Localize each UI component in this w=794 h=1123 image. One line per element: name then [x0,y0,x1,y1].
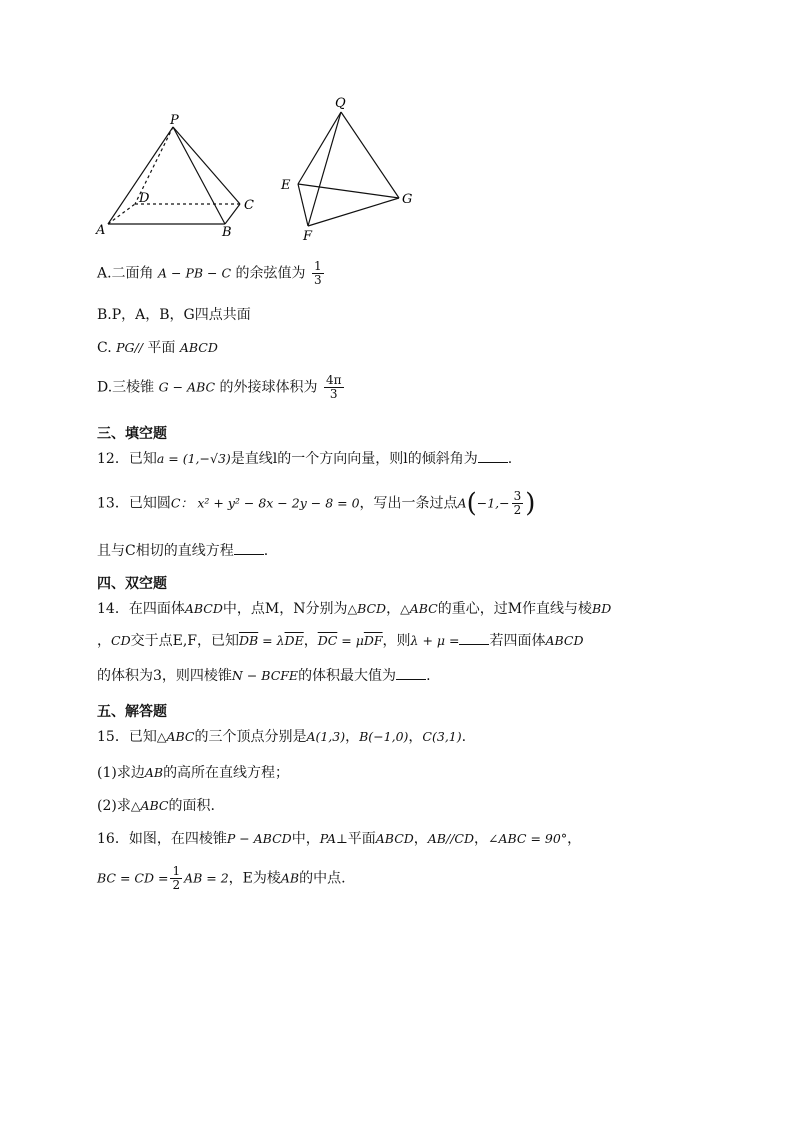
q13-blank[interactable] [234,540,264,555]
label-A: A [96,223,106,238]
q14b-sep: ， [303,633,318,649]
q14-blank-1[interactable] [459,630,489,645]
q16-expr5: ∠ABC = 90° [488,831,568,846]
option-d-prefix: D.三棱锥 [97,379,159,396]
q14-expr1: ABCD [184,601,223,616]
q14b-mid1: 交于点E,F，已知 [130,633,239,649]
q15-end: . [461,729,467,745]
q16-expr3: ABCD [375,831,414,846]
question-15-part-1 [97,763,289,783]
q16b-expr1: BC = CD = [97,870,169,886]
q14-blank-2[interactable] [396,665,426,680]
option-c [97,338,218,358]
q13-left-paren: ( [466,488,477,519]
q13-right-paren: ) [525,488,536,519]
q15-point-a: A(1,3) [306,729,346,744]
edge-EG [298,184,399,198]
q14b-eq1: = λ [258,633,285,648]
section-3-heading: 三、填空题 [97,426,167,442]
q16b-end: 的中点. [299,870,346,887]
q14-sep: ， [386,601,401,617]
label-G: G [402,192,413,207]
section-5-heading: 五、解答题 [97,704,167,720]
q14c-expr: N − BCFE [231,668,299,683]
q15-1-expr: AB [144,765,164,780]
question-13 [97,490,535,517]
option-d-fraction [324,374,344,401]
q14b-expr2: λ + μ = [410,633,460,648]
q16-expr1: P − ABCD [226,831,292,846]
question-14 [97,599,611,619]
edge-PC [173,127,240,204]
q12-blank[interactable] [478,448,508,463]
edge-FG [308,198,399,226]
option-c-prefix: C. [97,340,117,356]
option-c-mid: 平面 [142,340,180,356]
edge-QE [298,112,341,184]
label-E: E [281,178,291,193]
q14b-eq2: = μ [337,633,364,648]
question-13-cont [97,540,268,561]
q13-equation: x² + y² − 8x − 2y − 8 = 0 [197,495,360,511]
q16-expr4: AB//CD [427,831,475,846]
q16b-mid: ，E为棱 [228,870,281,887]
option-a-fraction [312,260,324,287]
q13-point: A [457,495,467,511]
edge-PA [108,127,173,224]
q14b-prefix: ， [97,633,111,649]
q13-prefix: 13．已知圆 [97,495,171,512]
q12-end: . [507,451,513,467]
q14-prefix: 14．在四面体 [97,601,185,617]
label-B: B [222,225,232,240]
option-a-den: 3 [313,273,322,287]
q15-2-end: 的面积. [168,798,215,814]
q13-mid: ，写出一条过点 [359,495,458,512]
q14b-vector-de: $\overline{DE}$ [284,633,304,648]
question-16-line2 [97,865,346,892]
question-15-part-2 [97,796,215,816]
q14b-vector-dc: $\overline{DC}$ [317,633,338,648]
q14b-expr3: ABCD [545,633,584,648]
option-c-expr2: ABCD [179,340,218,355]
option-a-prefix: A.二面角 [97,265,159,282]
question-15 [97,727,466,747]
question-16 [97,829,581,849]
q14b-vector-db: $\overline{DB}$ [238,633,259,648]
q13-num: 3 [513,489,522,503]
option-d-mid: 的外接球体积为 [215,379,322,396]
q15-sep1: ， [345,729,360,745]
option-b-text: B.P，A，B，G四点共面 [97,307,251,323]
q12-mid: 是直线l的一个方向向量，则l的倾斜角为 [230,451,478,467]
q15-sep2: ， [408,729,423,745]
edge-PB [173,127,225,224]
q14b-expr1: CD [111,633,131,648]
option-a-mid: 的余弦值为 [231,265,310,282]
q14-expr2: △BCD [347,601,387,616]
edge-AD [108,204,135,224]
question-12 [97,448,512,469]
q14b-mid3: 若四面体 [489,633,546,649]
q13-den: 2 [513,503,522,517]
edge-EF [298,184,308,226]
edge-BC [225,204,240,224]
q13-expr: C： [170,495,193,511]
question-14-line3 [97,665,431,686]
q14-mid1: 中，点M，N分别为 [222,601,348,617]
label-D: D [139,191,150,206]
q14-expr3: △ABC [400,601,438,616]
option-c-expr: PG// [116,340,143,355]
q14c-prefix: 的体积为3，则四棱锥 [97,668,232,684]
pyramid-figure [90,110,270,240]
option-d-expr: G − ABC [158,379,216,395]
q13b-text: 且与C相切的直线方程 [97,543,234,559]
q14-mid2: 的重心，过M作直线与棱 [437,601,593,617]
option-b [97,305,251,325]
q15-1-end: 的高所在直线方程； [163,765,290,781]
q16-sep1: ， [413,831,428,847]
q13-fraction [512,490,524,517]
edge-QF [308,112,341,226]
q16b-expr2: AB = 2 [184,870,229,886]
question-14-line2 [97,630,584,651]
q14b-mid2: ，则 [382,633,411,649]
q16-expr2: PA⊥ [319,831,348,846]
q16-prefix: 16．如图，在四棱锥 [97,831,227,847]
q15-1-prefix: (1)求边 [97,765,145,781]
q14c-end: . [426,668,431,684]
option-d-num: 4π [325,373,342,387]
q16-mid2: 平面 [347,831,376,847]
edge-QG [341,112,399,198]
q13-coord: −1,− [476,495,510,511]
label-F: F [303,229,313,242]
q16b-num: 1 [172,864,181,878]
q15-expr: △ABC [156,729,195,744]
q15-point-c: C(3,1) [422,729,462,744]
q15-point-b: B(−1,0) [359,729,409,744]
q15-mid: 的三个顶点分别是 [194,729,307,745]
option-a-expr: A − PB − C [158,265,232,281]
q12-expr: a = (1,−√3) [156,451,231,466]
q14b-vector-df: $\overline{DF}$ [363,633,383,648]
q16-sep2: ， [474,831,489,847]
option-d-den: 3 [329,387,338,401]
label-C: C [244,198,254,213]
q16b-expr3: AB [280,870,300,886]
q15-2-expr: △ABC [130,798,169,813]
tetrahedron-figure [275,92,425,242]
q14-expr4: BD [592,601,612,616]
option-d [97,374,346,401]
label-Q: Q [335,96,346,111]
q16-mid1: 中， [291,831,320,847]
q15-2-prefix: (2)求 [97,798,131,814]
option-a [97,260,326,287]
q15-prefix: 15．已知 [97,729,157,745]
q16b-den: 2 [172,878,181,892]
option-a-num: 1 [313,259,322,273]
q16-sep3: ， [567,831,582,847]
label-P: P [170,113,179,128]
q14c-mid: 的体积最大值为 [298,668,397,684]
q16b-fraction [170,865,182,892]
section-4-heading: 四、双空题 [97,576,167,592]
q13b-end: . [263,543,269,559]
q12-prefix: 12．已知 [97,451,157,467]
